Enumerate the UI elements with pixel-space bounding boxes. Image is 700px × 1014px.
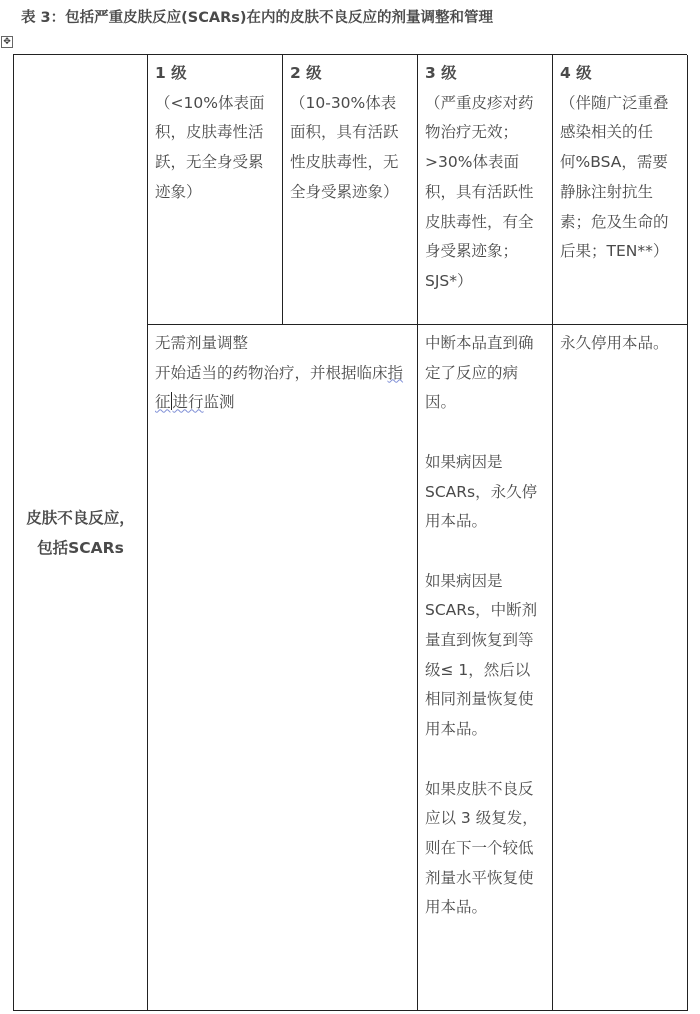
- grade-1-header: [148, 55, 283, 325]
- grade-4-label: 4 级: [560, 64, 592, 82]
- row-label: 皮肤不良反应，包括SCARs: [26, 508, 135, 557]
- spellcheck-word-1: 指征: [155, 363, 404, 412]
- grade-1-description: （<10%体表面积，皮肤毒性活跃，无全身受累迹象）: [155, 93, 265, 201]
- grade-3-label: 3 级: [425, 64, 457, 82]
- paragraph-spacer: [425, 537, 545, 567]
- grade-2-header: [283, 55, 418, 325]
- grade-3-action-p3: 如果病因是SCARs，中断剂量直到恢复到等级≤ 1，然后以相同剂量恢复使用本品。: [425, 571, 538, 739]
- grade-4-action-cell: [553, 325, 688, 1011]
- grade-2-label: 2 级: [290, 64, 322, 82]
- grade-4-description: （伴随广泛重叠感染相关的任何%BSA，需要静脉注射抗生素；危及生命的后果；TEN**）: [560, 93, 669, 261]
- dose-adjustment-table: [13, 54, 687, 1011]
- table-title: 表 3：包括严重皮肤反应(SCARs)在内的皮肤不良反应的剂量调整和管理: [21, 10, 493, 26]
- grade-1-2-action-line2: [155, 359, 410, 418]
- grade-3-action-p2: 如果病因是SCARs，永久停用本品。: [425, 452, 538, 531]
- grade-2-description: （10-30%体表面积，具有活跃性皮肤毒性，无全身受累迹象）: [290, 93, 399, 201]
- paragraph-spacer: [425, 418, 545, 448]
- grade-4-action: 永久停用本品。: [560, 334, 669, 352]
- action-text: 开始适当的药物治疗，并根据临床: [155, 363, 388, 382]
- table-move-handle-icon[interactable]: ✥: [1, 36, 13, 48]
- grade-3-action-p4: 如果皮肤不良反应以 3 级复发，则在下一个较低剂量水平恢复使用本品。: [425, 779, 538, 917]
- grade-4-header: [553, 55, 688, 325]
- spellcheck-word-2: 进行: [172, 393, 204, 412]
- grade-3-description: （严重皮疹对药物治疗无效；>30%体表面积，具有活跃性皮肤毒性，有全身受累迹象；SJS*）: [425, 93, 534, 290]
- grade-1-2-action-cell[interactable]: [148, 325, 418, 1011]
- grade-3-action-cell: [418, 325, 553, 1011]
- action-text-end: 监测: [203, 393, 235, 412]
- grade-3-action-p1: 中断本品直到确定了反应的病因。: [425, 334, 534, 412]
- grade-3-header: [418, 55, 553, 325]
- grade-1-label: 1 级: [155, 64, 187, 82]
- paragraph-spacer: [425, 745, 545, 775]
- grade-1-2-action-line1: 无需剂量调整: [155, 334, 249, 352]
- row-label-cell: [14, 55, 148, 1011]
